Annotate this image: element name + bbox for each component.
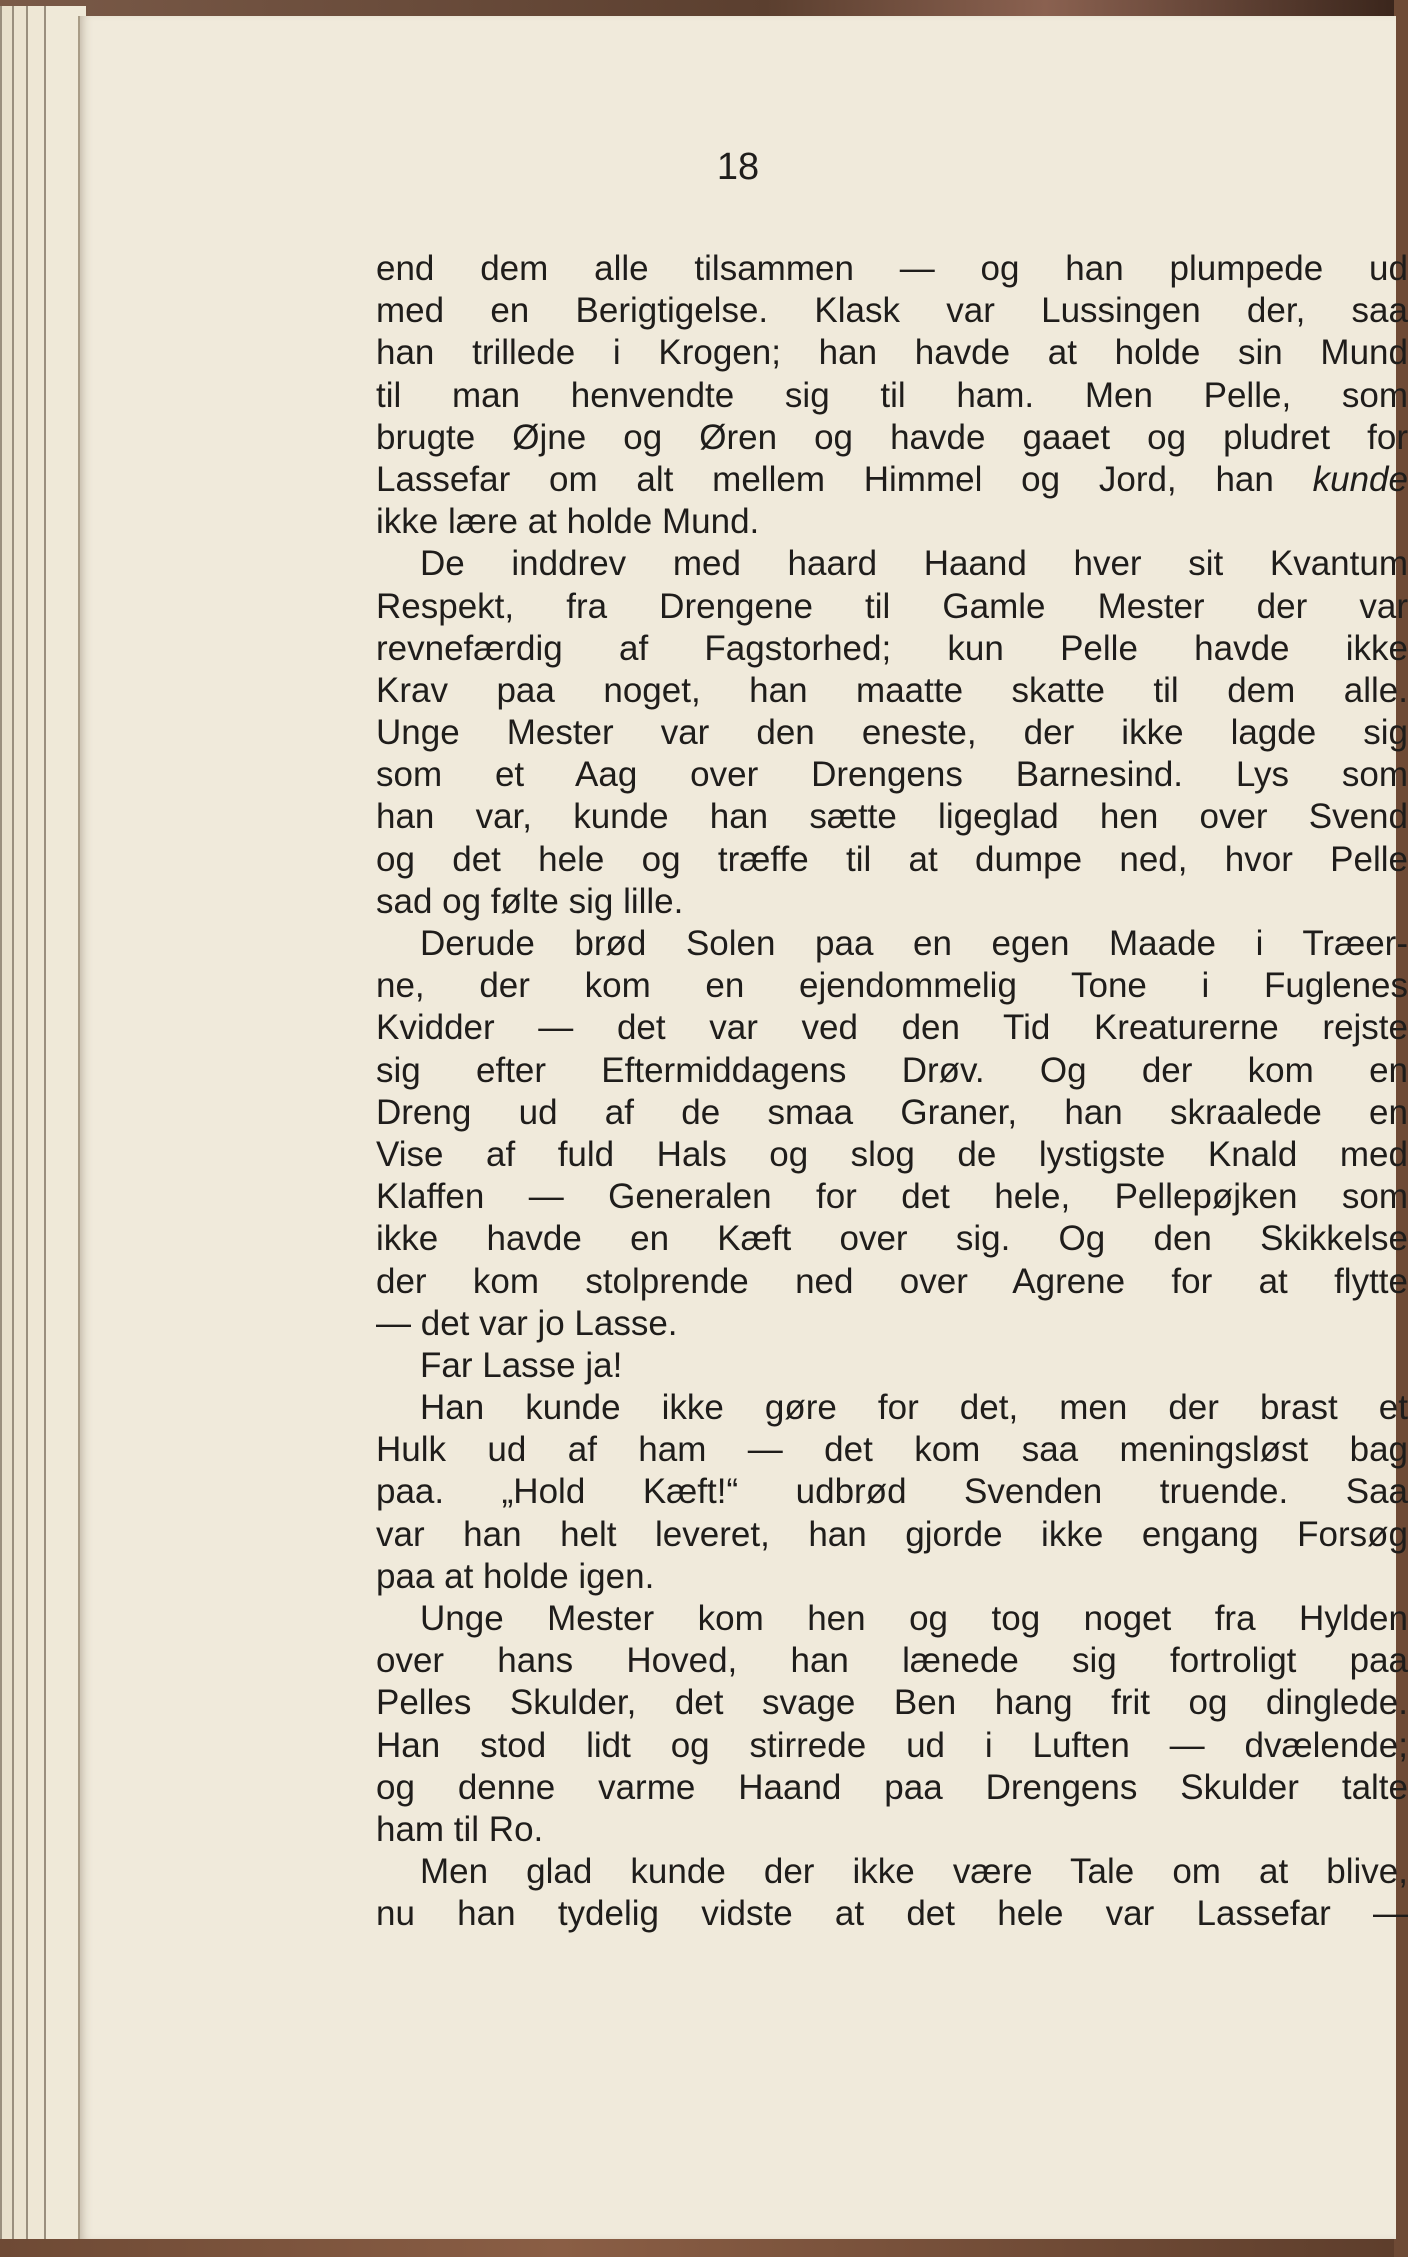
- text-line: [376, 375, 1408, 417]
- text-line-content: over hans Hoved, han lænede sig fortroligt paa: [376, 1641, 1408, 1681]
- text-line-content: paa. „Hold Kæft!“ udbrød Svenden truende. Saa: [376, 1472, 1408, 1512]
- text-line: [376, 332, 1408, 374]
- text-line-content: Han kunde ikke gøre for det, men der brast et: [420, 1388, 1408, 1428]
- text-line: [376, 923, 1408, 965]
- text-line: [376, 459, 1408, 501]
- text-line: [376, 1218, 1408, 1260]
- text-line: [376, 1809, 1408, 1851]
- text-line-content: Kvidder — det var ved den Tid Kreaturerne rejste: [376, 1008, 1408, 1048]
- text-line: [376, 1556, 1408, 1598]
- text-line: [376, 1682, 1408, 1724]
- text-line-content: ikke lære at holde Mund.: [376, 502, 760, 542]
- text-line-content: revnefærdig af Fagstorhed; kun Pelle havde ikke: [376, 628, 1408, 668]
- text-line: [376, 881, 1408, 923]
- text-line: [376, 712, 1408, 754]
- text-line: [376, 1134, 1408, 1176]
- text-line: [376, 1640, 1408, 1682]
- text-line: [376, 1767, 1408, 1809]
- text-line-content: og det hele og træffe til at dumpe ned, hvor Pelle: [376, 839, 1408, 879]
- text-line-content: Vise af fuld Hals og slog de lystigste Knald med: [376, 1134, 1408, 1174]
- text-line-content: brugte Øjne og Øren og havde gaaet og pludret for: [376, 417, 1408, 457]
- text-line-content: Dreng ud af de smaa Graner, han skraalede en: [376, 1092, 1408, 1132]
- text-line-content: Hulk ud af ham — det kom saa meningsløst bag: [376, 1430, 1408, 1470]
- text-line: [376, 1893, 1408, 1935]
- text-line-content: han trillede i Krogen; han havde at holde sin Mund: [376, 333, 1408, 373]
- text-line-content: Men glad kunde der ikke være Tale om at blive,: [420, 1852, 1408, 1892]
- text-line-content: med en Berigtigelse. Klask var Lussingen der, saa: [376, 291, 1408, 331]
- text-line: [376, 1598, 1408, 1640]
- text-line: [376, 501, 1408, 543]
- text-line-content: ham til Ro.: [376, 1809, 544, 1849]
- page-number: 18: [716, 146, 760, 188]
- text-line-content: Lassefar om alt mellem Himmel og Jord, han: [376, 459, 1313, 499]
- text-line-content: Far Lasse ja!: [420, 1345, 623, 1385]
- text-line: [376, 1261, 1408, 1303]
- text-line: [376, 839, 1408, 881]
- text-line-content: Krav paa noget, han maatte skatte til dem alle.: [376, 670, 1408, 710]
- text-line-content: han var, kunde han sætte ligeglad hen over Svend: [376, 797, 1408, 837]
- scan-bottom-edge: [0, 2239, 1394, 2257]
- text-line: [376, 1303, 1408, 1345]
- text-line-content: til man henvendte sig til ham. Men Pelle, som: [376, 375, 1408, 415]
- text-line: [376, 796, 1408, 838]
- text-line-content: som et Aag over Drengens Barnesind. Lys som: [376, 755, 1408, 795]
- text-line: [376, 1345, 1408, 1387]
- text-line: [376, 754, 1408, 796]
- text-line-content: ikke havde en Kæft over sig. Og den Skikkelse: [376, 1219, 1408, 1259]
- text-line: [376, 248, 1408, 290]
- body-text: [376, 248, 1408, 1936]
- text-line-content: og denne varme Haand paa Drengens Skulder talte: [376, 1767, 1408, 1807]
- text-line-content: Han stod lidt og stirrede ud i Luften — dvælende;: [376, 1725, 1408, 1765]
- text-line: [376, 543, 1408, 585]
- text-line: [376, 417, 1408, 459]
- text-line: [376, 1176, 1408, 1218]
- text-line: [376, 1471, 1408, 1513]
- text-line: [376, 965, 1408, 1007]
- text-line: [376, 1514, 1408, 1556]
- text-line-content: Unge Mester kom hen og tog noget fra Hylden: [420, 1599, 1408, 1638]
- text-line: [376, 586, 1408, 628]
- text-line-content: paa at holde igen.: [376, 1556, 655, 1596]
- text-line: [376, 1007, 1408, 1049]
- text-line-content: De inddrev med haard Haand hver sit Kvantum: [420, 544, 1408, 584]
- text-line: [376, 1092, 1408, 1134]
- text-line: [376, 1851, 1408, 1893]
- text-line: [376, 290, 1408, 332]
- text-line: [376, 1050, 1408, 1092]
- text-line: [376, 1725, 1408, 1767]
- text-line: [376, 628, 1408, 670]
- book-page: [78, 16, 1408, 2239]
- text-line-content: — det var jo Lasse.: [376, 1303, 678, 1343]
- text-line: [376, 1429, 1408, 1471]
- text-line: [376, 670, 1408, 712]
- italic-word: kunde: [1312, 459, 1408, 499]
- text-line-content: sig efter Eftermiddagens Drøv. Og der kom en: [376, 1050, 1408, 1090]
- text-line-content: ne, der kom en ejendommelig Tone i Fuglenes: [376, 966, 1408, 1006]
- text-line-content: Pelles Skulder, det svage Ben hang frit og dinglede.: [376, 1683, 1408, 1723]
- text-line: [376, 1387, 1408, 1429]
- text-line-content: nu han tydelig vidste at det hele var Lassefar —: [376, 1894, 1408, 1934]
- text-line-content: sad og følte sig lille.: [376, 881, 684, 921]
- text-line-content: der kom stolprende ned over Agrene for at flytte: [376, 1261, 1408, 1301]
- text-line-content: Unge Mester var den eneste, der ikke lagde sig: [376, 713, 1408, 753]
- text-line-content: Respekt, fra Drengene til Gamle Mester der var: [376, 586, 1408, 626]
- text-line-content: Klaffen — Generalen for det hele, Pellepøjken som: [376, 1177, 1408, 1217]
- text-line-content: var han helt leveret, han gjorde ikke engang Forsøg: [376, 1514, 1408, 1554]
- text-line-content: Derude brød Solen paa en egen Maade i Træer-: [420, 924, 1408, 963]
- text-line-content: end dem alle tilsammen — og han plumpede ud: [376, 249, 1408, 288]
